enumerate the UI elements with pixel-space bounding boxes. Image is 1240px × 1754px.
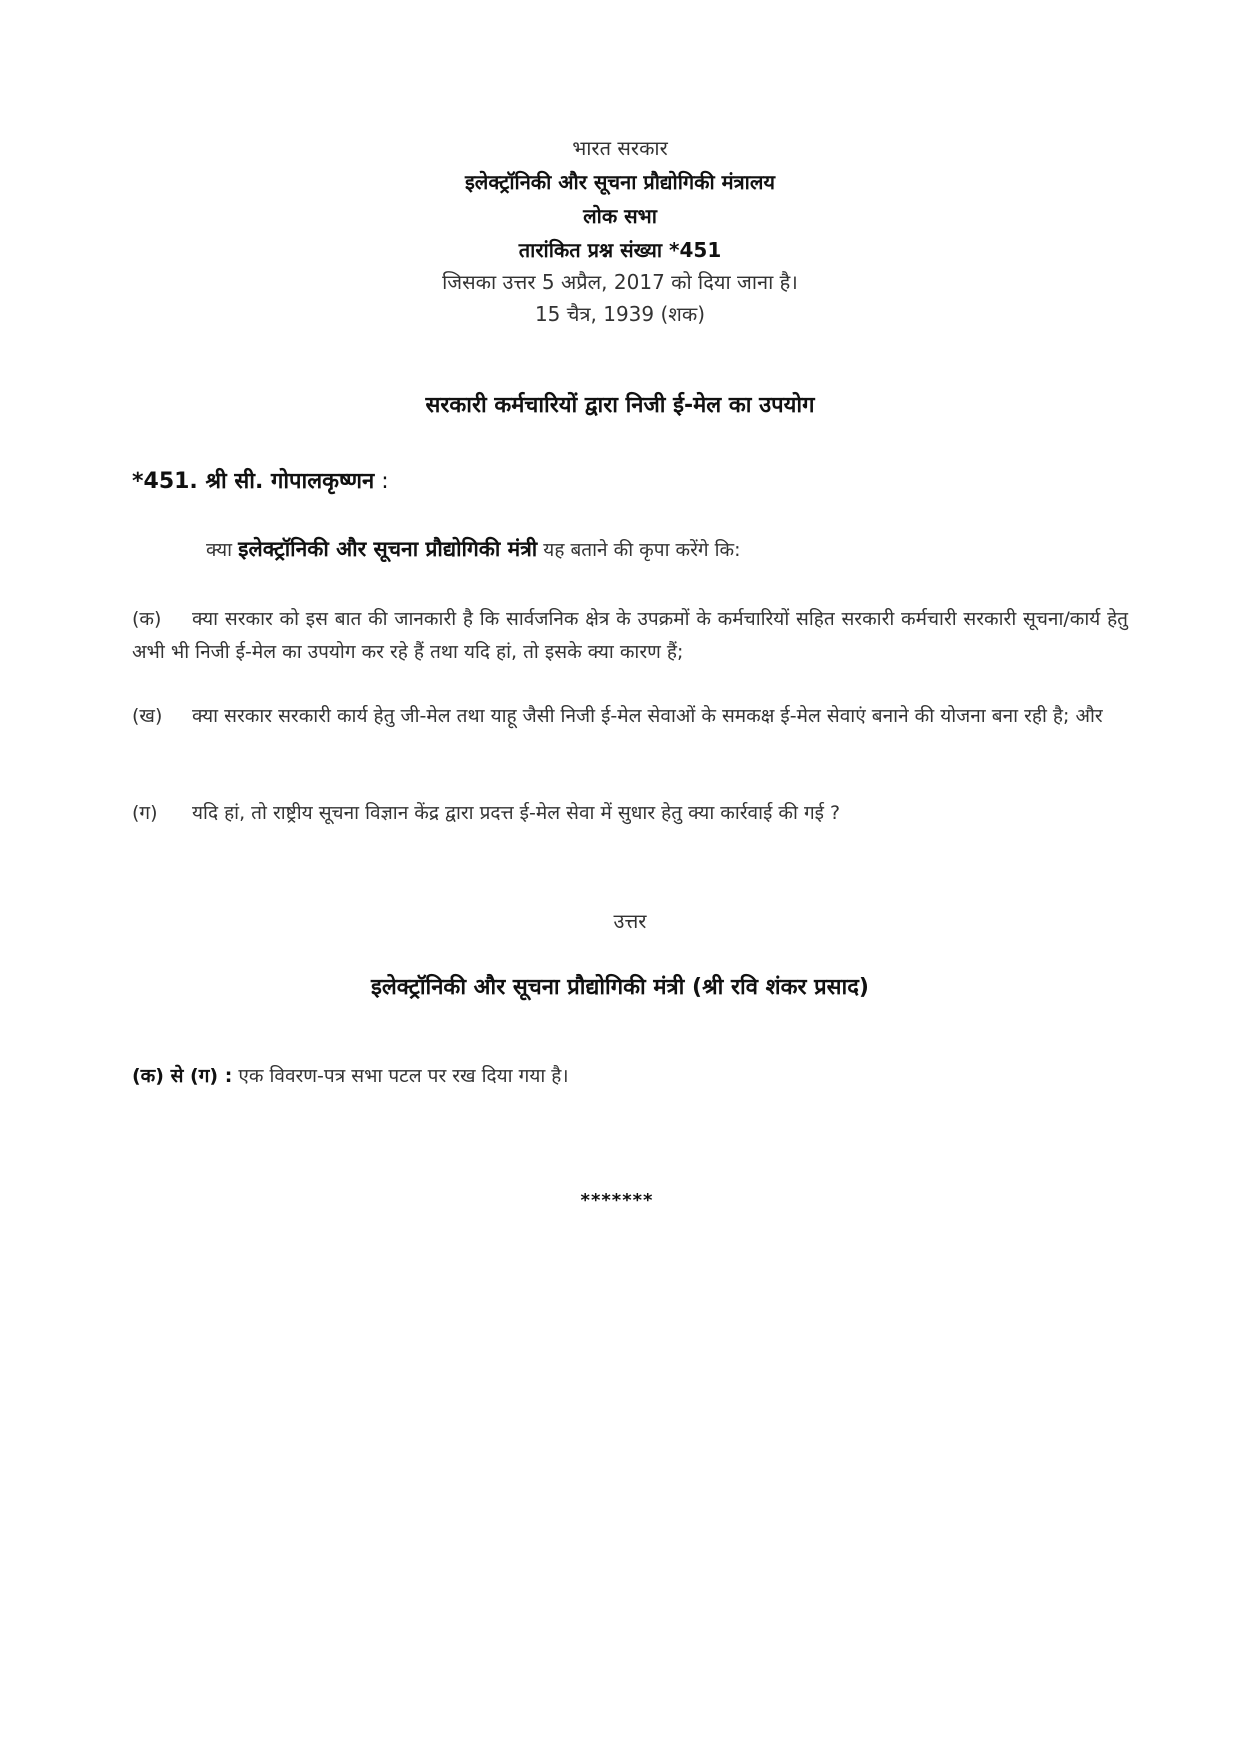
question-part-kha (132, 700, 1128, 733)
header-govt: भारत सरकार (572, 136, 668, 160)
answer-body: एक विवरण-पत्र सभा पटल पर रख दिया गया है। (232, 1065, 569, 1087)
header-ministry: इलेक्ट्रॉनिकी और सूचना प्रौद्योगिकी मंत्रालय (464, 170, 775, 194)
subject-title: सरकारी कर्मचारियों द्वारा निजी ई-मेल का उपयोग (425, 393, 815, 418)
part-label: (क) (132, 608, 162, 630)
intro-prefix: क्या (206, 539, 233, 561)
question-part-ka (132, 603, 1128, 669)
header-saka-date: 15 चैत्र, 1939 (शक) (534, 302, 706, 326)
question-intro (206, 535, 741, 563)
header-house: लोक सभा (583, 204, 657, 228)
answer-minister: इलेक्ट्रॉनिकी और सूचना प्रौद्योगिकी मंत्री (श्री रवि शंकर प्रसाद) (371, 975, 869, 1000)
question-colon: : (374, 469, 389, 494)
part-label: (ग) (132, 802, 158, 824)
question-number-member (132, 465, 389, 495)
part-text: यदि हां, तो राष्ट्रीय सूचना विज्ञान केंद्र द्वारा प्रदत्त ई-मेल सेवा में सुधार हेतु क्या कार्रवाई की गई ? (192, 802, 841, 824)
part-text: क्या सरकार सरकारी कार्य हेतु जी-मेल तथा याहू जैसी निजी ई-मेल सेवाओं के समकक्ष ई-मेल सेवाएं बनाने की योजना बना रही है; और (192, 705, 1103, 727)
intro-suffix: यह बताने की कृपा करेंगे कि: (543, 539, 741, 561)
part-text: क्या सरकार को इस बात की जानकारी है कि सार्वजनिक क्षेत्र के उपक्रमों के कर्मचारियों सहित सरकारी कर्मचारी सरकारी सूचना/कार्य हेतु अभी भी निजी ई-मेल का उपयोग कर रहे हैं तथा यदि हां, तो इसके क्या कारण हैं; (132, 608, 1128, 663)
answer-lead: (क) से (ग) : (132, 1065, 233, 1087)
end-marker: ******* (580, 1190, 654, 1211)
part-label: (ख) (132, 705, 163, 727)
header-question-type: तारांकित प्रश्न संख्या *451 (518, 238, 722, 262)
intro-minister: इलेक्ट्रॉनिकी और सूचना प्रौद्योगिकी मंत्री (238, 537, 538, 561)
answer-text (132, 1062, 569, 1088)
question-part-ga (132, 797, 1128, 830)
answer-heading: उत्तर (613, 909, 647, 933)
question-number-member-text: *451. श्री सी. गोपालकृष्णन (132, 469, 375, 494)
header-answer-date: जिसका उत्तर 5 अप्रैल, 2017 को दिया जाना है। (442, 270, 798, 294)
